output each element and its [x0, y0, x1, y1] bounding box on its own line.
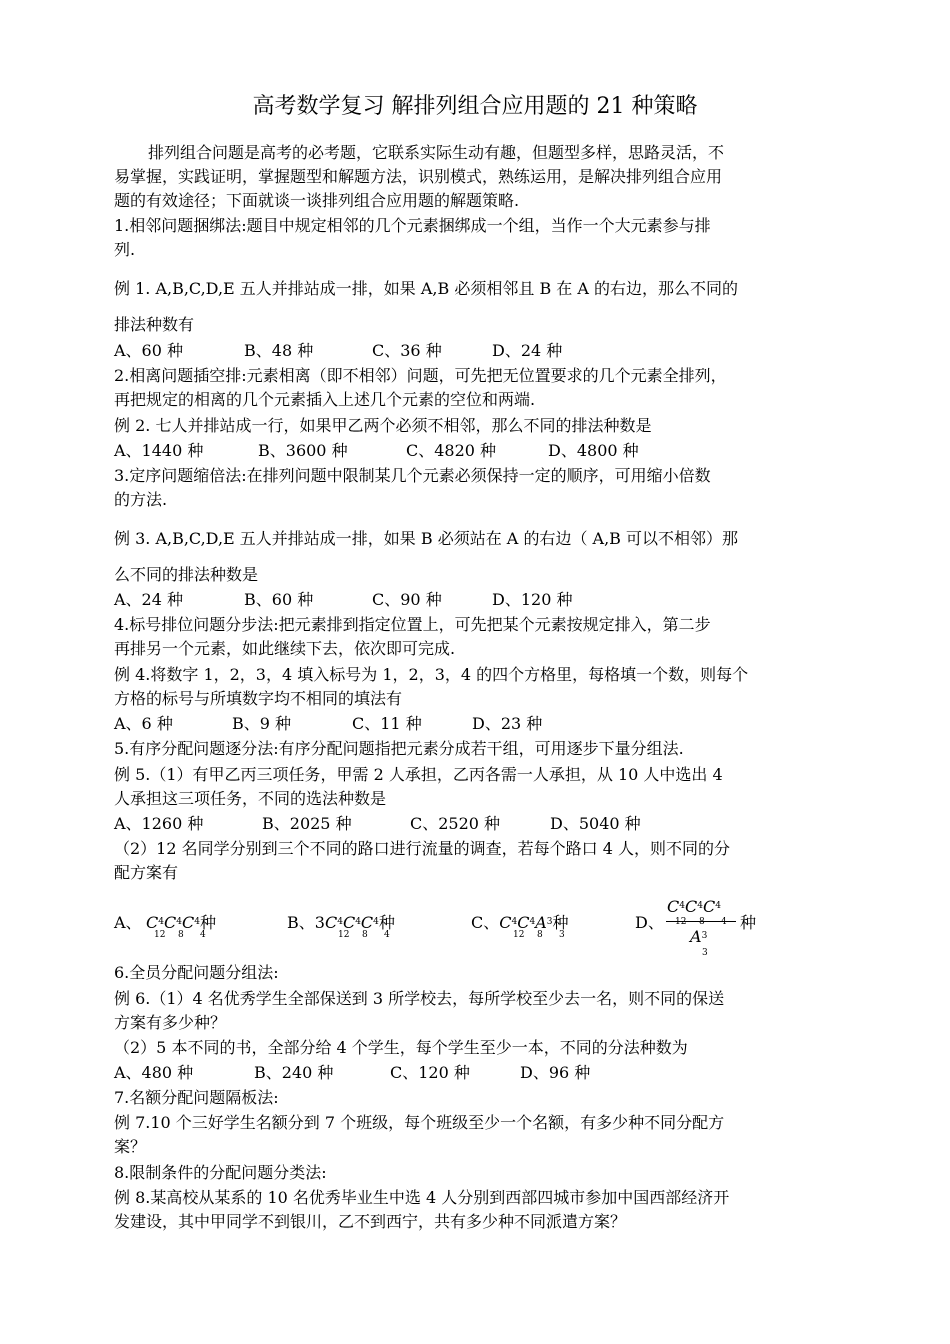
option-c: C、36 种 — [372, 341, 442, 360]
example-4-line-2: 方格的标号与所填数字均不相同的填法有 — [114, 689, 403, 708]
example-6-line-1: 例 6.（1）4 名优秀学生全部保送到 3 所学校去，每所学校至少去一名，则不同的保送 — [114, 989, 725, 1008]
page-title: 高考数学复习 解排列组合应用题的 21 种策略 — [252, 94, 698, 119]
option-a: A、24 种 — [114, 590, 184, 609]
subscript: 12 — [675, 917, 687, 927]
section-7: 7.名额分配问题隔板法: — [114, 1088, 279, 1107]
subscript: 12 — [338, 930, 350, 940]
subscript: 8 — [537, 930, 543, 940]
subscript: 4 — [384, 930, 390, 940]
superscript: 4 — [715, 901, 721, 911]
example-3-line-2: 么不同的排法种数是 — [114, 565, 259, 584]
option-label: C、 — [471, 913, 500, 932]
option-b: B、60 种 — [244, 590, 314, 609]
subscript: 8 — [699, 917, 705, 927]
superscript: 4 — [511, 917, 518, 927]
option-c: C、11 种 — [352, 714, 422, 733]
subscript: 4 — [200, 930, 206, 940]
section-6: 6.全员分配问题分组法: — [114, 963, 279, 982]
example-5-line-3: （2）12 名同学分别到三个不同的路口进行流量的调查，若每个路口 4 人，则不同的分 — [114, 839, 730, 858]
superscript: 4 — [679, 901, 685, 911]
option-d: D、24 种 — [492, 341, 563, 360]
option-d: D、96 种 — [520, 1063, 591, 1082]
c-symbol: C — [181, 913, 195, 932]
superscript: 4 — [373, 917, 379, 927]
coefficient: 3 — [314, 913, 325, 932]
option-a: A、60 种 — [114, 341, 184, 360]
option-a: A、1260 种 — [114, 814, 204, 833]
section-3-line-2: 的方法. — [114, 490, 168, 509]
option-label: D、 — [635, 913, 664, 932]
option-b: B、240 种 — [254, 1063, 334, 1082]
subscript: 12 — [513, 930, 525, 940]
example-7-line-2: 案？ — [114, 1137, 147, 1156]
subscript: 3 — [559, 930, 565, 940]
formula-d-denominator — [690, 927, 707, 946]
intro-line-2: 易掌握，实践证明，掌握题型和解题方法，识别模式，熟练运用，是解决排列组合应用 — [114, 167, 723, 186]
example-7-line-1: 例 7.10 个三好学生名额分到 7 个班级，每个班级至少一个名额，有多少种不同分配方 — [114, 1113, 725, 1132]
superscript: 4 — [194, 917, 200, 927]
option-a: A、480 种 — [114, 1063, 194, 1082]
option-b: B、2025 种 — [262, 814, 352, 833]
section-1-line-1: 1.相邻问题捆绑法:题目中规定相邻的几个元素捆绑成一个组，当作一个大元素参与排 — [114, 216, 711, 235]
section-4-line-2: 再排另一个元素，如此继续下去，依次即可完成. — [114, 639, 456, 658]
intro-line-3: 题的有效途径；下面就谈一谈排列组合应用题的解题策略. — [114, 191, 520, 210]
superscript: 3 — [701, 931, 708, 941]
section-2-line-2: 再把规定的相离的几个元素插入上述几个元素的空位和两端. — [114, 390, 536, 409]
c-symbol: C — [702, 897, 716, 916]
example-5-line-4: 配方案有 — [114, 863, 179, 882]
option-d: D、120 种 — [492, 590, 573, 609]
section-1-line-2: 列. — [114, 240, 136, 259]
subscript: 4 — [721, 917, 727, 927]
c-symbol: C — [342, 913, 356, 932]
subscript: 12 — [154, 930, 166, 940]
option-a: A、1440 种 — [114, 441, 204, 460]
example-3-line-1: 例 3. A,B,C,D,E 五人并排站成一排，如果 B 必须站在 A 的右边（ A,B 可以不相邻）那 — [114, 529, 739, 548]
option-label: A、 — [114, 913, 142, 932]
formula-c-subscripts — [513, 930, 565, 940]
superscript: 4 — [355, 917, 361, 927]
fraction-bar — [666, 921, 736, 922]
option-d: D、5040 种 — [550, 814, 641, 833]
option-b: B、48 种 — [244, 341, 314, 360]
option-suffix: 种 — [199, 913, 216, 932]
superscript: 4 — [529, 917, 536, 927]
subscript: 8 — [362, 930, 368, 940]
section-8: 8.限制条件的分配问题分类法: — [114, 1163, 327, 1182]
section-3-line-1: 3.定序问题缩倍法:在排列问题中限制某几个元素必须保持一定的顺序，可用缩小倍数 — [114, 466, 711, 485]
option-c: C、90 种 — [372, 590, 442, 609]
section-5: 5.有序分配问题逐分法:有序分配问题指把元素分成若干组，可用逐步下量分组法. — [114, 739, 684, 758]
option-b: B、3600 种 — [258, 441, 348, 460]
option-c: C、2520 种 — [410, 814, 501, 833]
a-symbol: A — [690, 927, 702, 946]
superscript: 3 — [546, 917, 553, 927]
c-symbol: C — [667, 897, 680, 916]
formula-d-denominator-subscript: 3 — [702, 948, 708, 958]
c-symbol: C — [360, 913, 374, 932]
example-8-line-2: 发建设，其中甲同学不到银川，乙不到西宁，共有多少种不同派遣方案？ — [114, 1212, 627, 1231]
example-2: 例 2. 七人并排站成一行，如果甲乙两个必须不相邻，那么不同的排法种数是 — [114, 416, 652, 435]
example-6-line-2: 方案有多少种？ — [114, 1013, 227, 1032]
example-4-line-1: 例 4.将数字 1，2，3，4 填入标号为 1，2，3，4 的四个方格里，每格填一个数，则每个 — [114, 665, 749, 684]
option-a: A、6 种 — [114, 714, 173, 733]
superscript: 4 — [176, 917, 182, 927]
option-b: B、9 种 — [232, 714, 292, 733]
example-5-line-1: 例 5.（1）有甲乙丙三项任务，甲需 2 人承担，乙丙各需一人承担，从 10 人中选出 4 — [114, 765, 723, 784]
example-6-line-3: （2）5 本不同的书，全部分给 4 个学生，每个学生至少一本，不同的分法种数为 — [114, 1038, 688, 1057]
c-symbol: C — [163, 913, 177, 932]
option-c: C、4820 种 — [406, 441, 497, 460]
c-symbol: C — [499, 913, 512, 932]
superscript: 4 — [697, 901, 703, 911]
formula-option-d — [635, 910, 664, 933]
formula-d-suffix: 种 — [740, 913, 757, 932]
example-1-line-2: 排法种数有 — [114, 315, 195, 334]
formula-d-subscripts — [675, 917, 727, 927]
intro-line-1: 排列组合问题是高考的必考题，它联系实际生动有趣，但题型多样，思路灵活，不 — [148, 143, 725, 162]
example-8-line-1: 例 8.某高校从某系的 10 名优秀毕业生中选 4 人分别到西部四城市参加中国西部经济开 — [114, 1188, 730, 1207]
option-suffix: 种 — [552, 913, 569, 932]
option-d: D、23 种 — [472, 714, 543, 733]
c-symbol: C — [146, 913, 159, 932]
option-suffix: 种 — [378, 913, 395, 932]
section-2-line-1: 2.相离问题插空排:元素相离（即不相邻）问题，可先把无位置要求的几个元素全排列， — [114, 366, 727, 385]
section-4-line-1: 4.标号排位问题分步法:把元素排到指定位置上，可先把某个元素按规定排入，第二步 — [114, 615, 711, 634]
a-symbol: A — [535, 913, 547, 932]
c-symbol: C — [324, 913, 338, 932]
formula-d-numerator — [667, 897, 721, 916]
formula-b-subscripts — [338, 930, 390, 940]
example-1-line-1: 例 1. A,B,C,D,E 五人并排站成一排，如果 A,B 必须相邻且 B 在 A 的右边，那么不同的 — [114, 279, 739, 298]
c-symbol: C — [684, 897, 698, 916]
example-5-line-2: 人承担这三项任务，不同的选法种数是 — [114, 789, 387, 808]
formula-a-subscripts — [154, 930, 206, 940]
c-symbol: C — [517, 913, 530, 932]
option-label: B、 — [287, 913, 315, 932]
formula-option-a — [114, 910, 142, 933]
option-c: C、120 种 — [390, 1063, 470, 1082]
subscript: 8 — [178, 930, 184, 940]
superscript: 4 — [337, 917, 343, 927]
superscript: 4 — [158, 917, 164, 927]
option-d: D、4800 种 — [548, 441, 639, 460]
